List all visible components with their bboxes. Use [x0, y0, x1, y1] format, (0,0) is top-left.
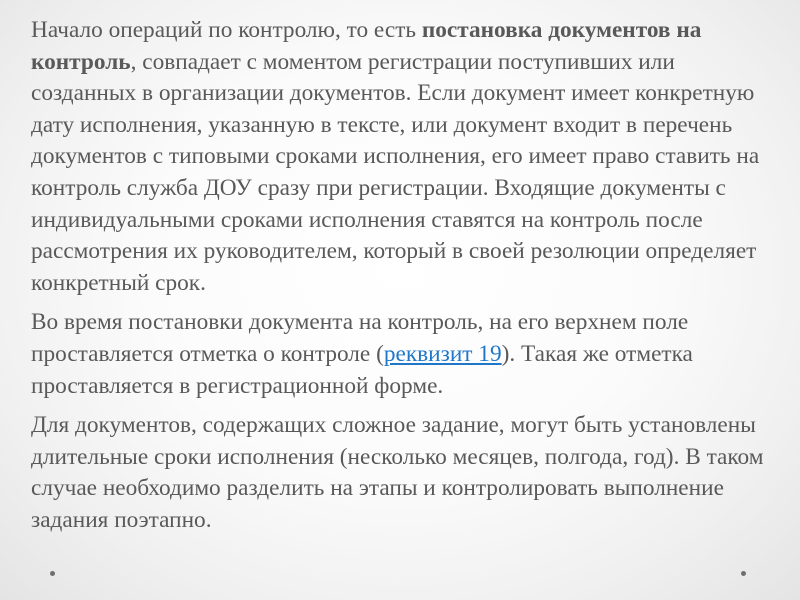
- paragraph-1-text-end: , совпадает с моментом регистрации поступивших или созданных в организации документов. Если документ имеет конкретную дату исполнения, указанную в тексте, или документ входит в перечень документов с типовыми сроками исполнения, его имеет право ставить на контроль служба ДОУ сразу при регистрации. Входящие документы с индивидуальными сроками исполнения ставятся на контроль после рассмотрения их руководителем, который в своей резолюции определяет конкретный срок.: [31, 48, 760, 296]
- paragraph-long-deadlines: [31, 410, 775, 536]
- paragraph-2-text-start: Во время постановки документа на контроль, на его верхнем поле проставляется отметка о контроле (: [31, 309, 689, 367]
- requisite-19-link[interactable]: реквизит 19: [383, 340, 502, 367]
- paragraph-1-bold-term: постановка документов на контроль: [31, 17, 702, 75]
- paragraph-1-text-start: Начало операций по контролю, то есть: [31, 17, 422, 43]
- decorative-dot-left: [50, 571, 55, 576]
- slide-body: [31, 15, 775, 575]
- paragraph-control-start: [31, 15, 775, 299]
- paragraph-3-text: Для документов, содержащих сложное задание, могут быть установлены длительные сроки исполнения (несколько месяцев, полгода, год). В таком случае необходимо разделить на этапы и контролировать выполнение задания поэтапно.: [31, 412, 764, 533]
- paragraph-control-mark: [31, 307, 775, 402]
- decorative-dot-right: [741, 571, 746, 576]
- paragraph-2-text-end: ). Такая же отметка проставляется в регистрационной форме.: [31, 340, 693, 399]
